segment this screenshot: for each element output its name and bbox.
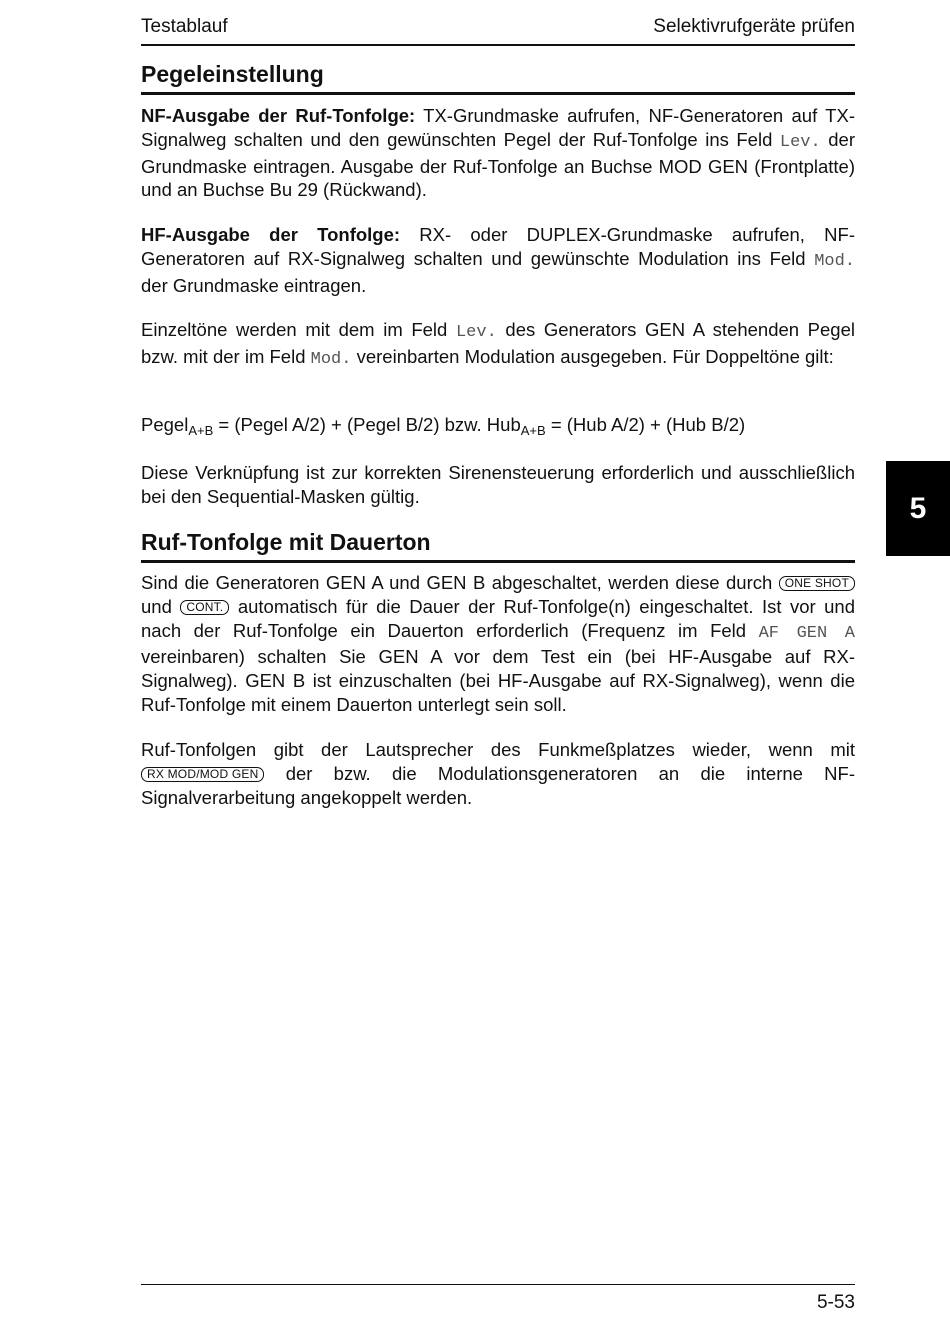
subscript: A+B <box>188 423 214 438</box>
formula-line <box>141 413 855 443</box>
paragraph-verknuepfung: Diese Verknüpfung ist zur korrekten Sirenensteuerung erforderlich und ausschließlich bei den Sequential-Masken gültig. <box>141 462 855 507</box>
field-lev: Lev. <box>455 323 497 342</box>
text: automatisch für die Dauer der Ruf-Tonfolge(n) eingeschaltet. Ist vor und nach der Ruf-Tonfolge ein Dauerton erforderlich (Frequenz im Feld <box>141 595 855 641</box>
key-rx-mod-mod-gen: RX MOD/MOD GEN <box>141 767 264 782</box>
heading-ruf-tonfolge: Ruf-Tonfolge mit Dauerton <box>141 528 855 563</box>
text: der Grundmaske eintragen. <box>141 274 367 296</box>
heading-pegeleinstellung: Pegeleinstellung <box>141 60 855 95</box>
paragraph-einzeltoene <box>141 318 855 372</box>
running-header <box>141 16 855 46</box>
page-number: 5-53 <box>816 1292 855 1313</box>
text: = (Hub A/2) + (Hub B/2) <box>545 414 746 435</box>
text: vereinbaren) schalten Sie GEN A vor dem Test ein (bei HF-Ausgabe auf RX-Signalweg). GEN B ist einzuschalten (bei HF-Ausgabe auf RX-Signalweg), wenn die Ruf-Tonfolge mit einem Dauerton unterlegt sein soll. <box>141 646 855 715</box>
text: Pegel <box>141 414 189 435</box>
text: des Generators GEN A stehenden Pegel bzw. mit der im Feld <box>141 319 855 367</box>
field-lev: Lev. <box>779 132 821 152</box>
header-chapter-title: Selektivrufgeräte prüfen <box>653 16 855 37</box>
text: der bzw. die Modulationsgeneratoren an die interne NF-Signalverarbeitung angekoppelt werden. <box>141 762 855 808</box>
paragraph-nf-ausgabe <box>141 104 855 202</box>
hf-ausgabe-label: HF-Ausgabe der Tonfolge: <box>141 224 401 245</box>
text: TX-Grundmaske aufrufen, NF-Generatoren auf TX-Signalweg schalten und den gewünschten Pegel der Ruf-Tonfolge ins Feld <box>141 105 855 150</box>
field-af-gen-a: AF GEN A <box>758 623 855 643</box>
text: Einzeltöne werden mit dem im Feld <box>141 319 456 340</box>
text: und <box>141 595 181 617</box>
text: der Grundmaske eintragen. Ausgabe der Ruf-Tonfolge an Buchse MOD GEN (Frontplatte) und an Buchse Bu 29 (Rückwand). <box>141 128 855 201</box>
header-section: Testablauf <box>141 16 228 37</box>
text: Sind die Generatoren GEN A und GEN B abgeschaltet, werden diese durch <box>141 572 779 593</box>
paragraph-generatoren <box>141 571 855 717</box>
paragraph-hf-ausgabe <box>141 223 855 297</box>
text: Ruf-Tonfolgen gibt der Lautsprecher des Funkmeßplatzes wieder, wenn mit <box>141 739 855 760</box>
field-mod: Mod. <box>310 349 352 369</box>
field-mod: Mod. <box>814 251 855 271</box>
chapter-tab: 5 <box>886 461 950 556</box>
text: = (Pegel A/2) + (Pegel B/2) bzw. Hub <box>213 414 521 435</box>
key-one-shot: ONE SHOT <box>779 576 855 591</box>
text: RX- oder DUPLEX-Grundmaske aufrufen, NF-Generatoren auf RX-Signalweg schalten und gewünschte Modulation ins Feld <box>141 224 855 269</box>
paragraph-lautsprecher <box>141 738 855 809</box>
footer-divider <box>141 1284 855 1285</box>
text: vereinbarten Modulation ausgegeben. Für Doppeltöne gilt: <box>351 345 834 367</box>
key-cont: CONT. <box>180 600 229 615</box>
subscript: A+B <box>520 423 546 438</box>
nf-ausgabe-label: NF-Ausgabe der Ruf-Tonfolge: <box>141 105 416 126</box>
